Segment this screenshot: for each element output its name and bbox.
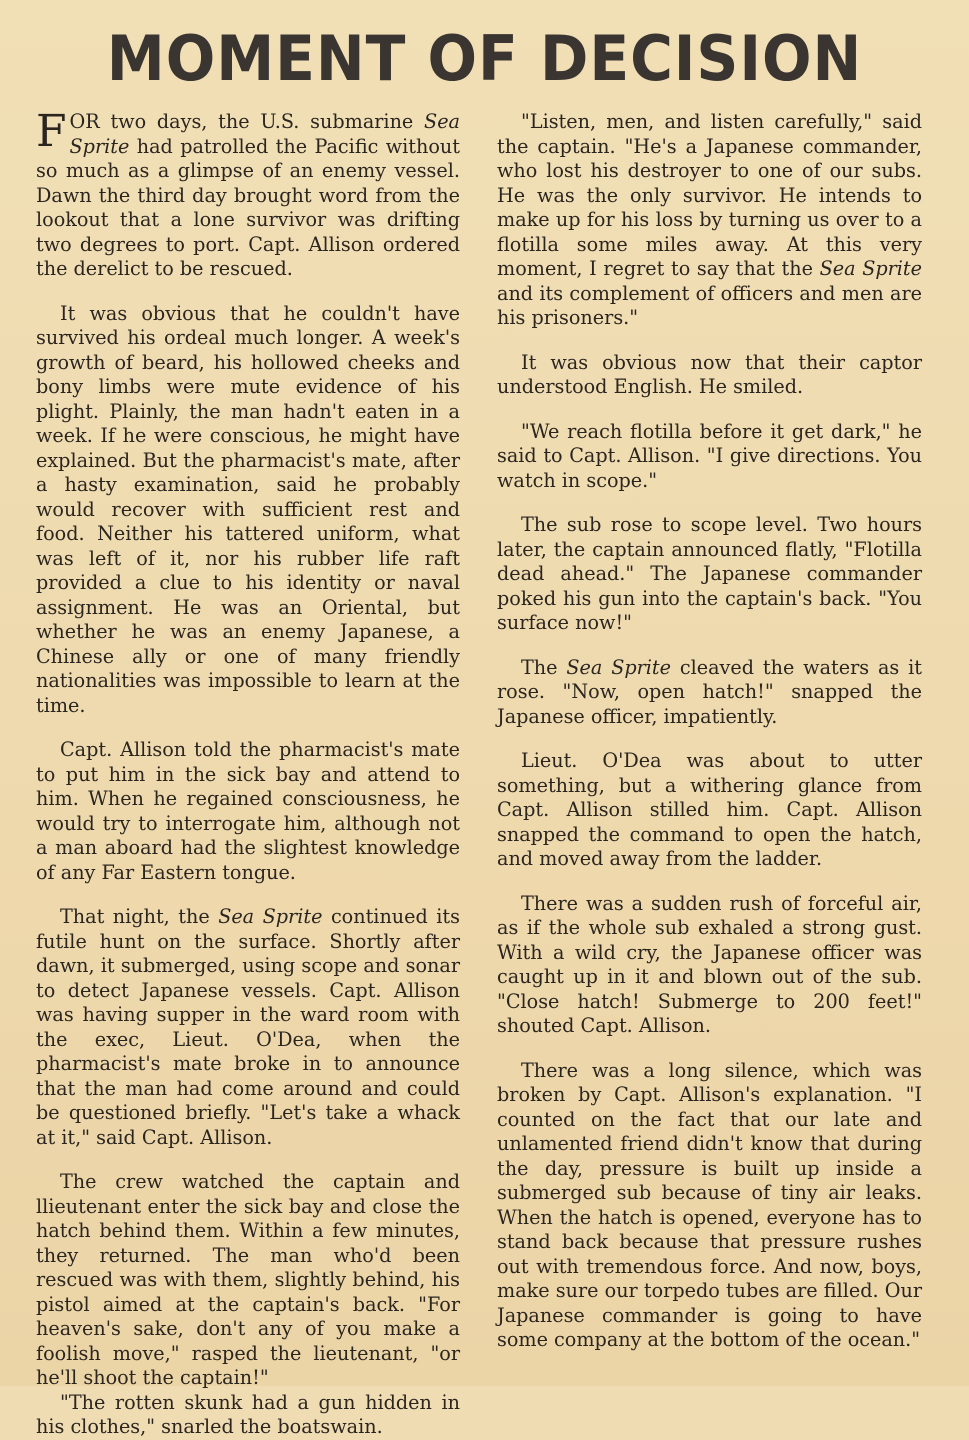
ship-name: Sea Sprite — [819, 257, 922, 280]
paragraph: It was obvious now that their captor understood English. He smiled. — [497, 350, 922, 398]
paragraph: The Sea Sprite cleaved the waters as it rose. "Now, open hatch!" snapped the Japanese officer, impatiently. — [497, 655, 922, 728]
ship-name: Sea Sprite — [69, 110, 460, 158]
paragraph: "The rotten skunk had a gun hidden in his clothes," snarled the boatswain. — [36, 1390, 460, 1438]
left-column — [36, 106, 460, 1440]
right-column — [497, 110, 922, 1353]
paragraph: FOR two days, the U.S. submarine Sea Sprite had patrolled the Pacific without so much as a glimpse of an enemy vessel. Dawn the third day brought word from the lookout that a lone survivor was drifting two degrees to port. Capt. Allison ordered the derelict to be rescued. — [36, 106, 460, 280]
drop-cap: F — [36, 106, 67, 157]
paragraph: "We reach flotilla before it get dark," he said to Capt. Allison. "I give directions. You watch in scope." — [497, 419, 922, 492]
paragraph: "Listen, men, and listen carefully," said the captain. "He's a Japanese commander, who lost his destroyer to one of our subs. He was the only survivor. He intends to make up for his loss by turning us over to a flotilla some miles away. At this very moment, I regret to say that the Sea Sprite and its complement of officers and men are his prisoners." — [497, 110, 922, 329]
paragraph: Capt. Allison told the pharmacist's mate to put him in the sick bay and attend to him. When he regained consciousness, he would try to interrogate him, although not a man aboard had the slightest knowledge of any Far Eastern tongue. — [36, 738, 460, 884]
paragraph: It was obvious that he couldn't have survived his ordeal much longer. A week's growth of beard, his hollowed cheeks and bony limbs were mute evidence of his plight. Plainly, the man hadn't eaten in a week. If he were conscious, he might have explained. But the pharmacist's mate, after a hasty examination, said he probably would recover with sufficient rest and food. Neither his tattered uniform, what was left of it, nor his rubber life raft provided a clue to his identity or naval assignment. He was an Oriental, but whether he was an enemy Japanese, a Chinese ally or one of many friendly nationalities was impossible to learn at the time. — [36, 301, 460, 717]
paragraph: There was a long silence, which was broken by Capt. Allison's explanation. "I counted on the fact that our late and unlamented friend didn't know that during the day, pressure is built up inside a submerged sub because of tiny air leaks. When the hatch is opened, everyone has to stand back because that pressure rushes out with tremendous force. And now, boys, make sure our torpedo tubes are filled. Our Japanese commander is going to have some company at the bottom of the ocean." — [497, 1058, 922, 1351]
paragraph: That night, the Sea Sprite continued its futile hunt on the surface. Shortly after dawn, it submerged, using scope and sonar to detect Japanese vessels. Capt. Allison was having supper in the ward room with the exec, Lieut. O'Dea, when the pharmacist's mate broke in to announce that the man had come around and could be questioned briefly. "Let's take a whack at it," said Capt. Allison. — [36, 905, 460, 1149]
ship-name: Sea Sprite — [218, 905, 323, 928]
paragraph: The sub rose to scope level. Two hours later, the captain announced flatly, "Flotilla dead ahead." The Japanese commander poked his gun into the captain's back. "You surface now!" — [497, 513, 922, 634]
story-title: MOMENT OF DECISION — [106, 22, 863, 95]
paragraph: Lieut. O'Dea was about to utter something, but a withering glance from Capt. Allison stilled him. Capt. Allison snapped the command to open the hatch, and moved away from the ladder. — [497, 749, 922, 870]
paragraph: The crew watched the captain and llieutenant enter the sick bay and close the hatch behind them. Within a few minutes, they returned. The man who'd been rescued was with them, slightly behind, his pistol aimed at the captain's back. "For heaven's sake, don't any of you make a foolish move," rasped the lieutenant, "or he'll shoot the captain!" — [36, 1170, 460, 1389]
paragraph: There was a sudden rush of forceful air, as if the whole sub exhaled a strong gust. With a wild cry, the Japanese officer was caught up in it and blown out of the sub. "Close hatch! Submerge to 200 feet!" shouted Capt. Allison. — [497, 891, 922, 1037]
ship-name: Sea Sprite — [566, 655, 671, 679]
